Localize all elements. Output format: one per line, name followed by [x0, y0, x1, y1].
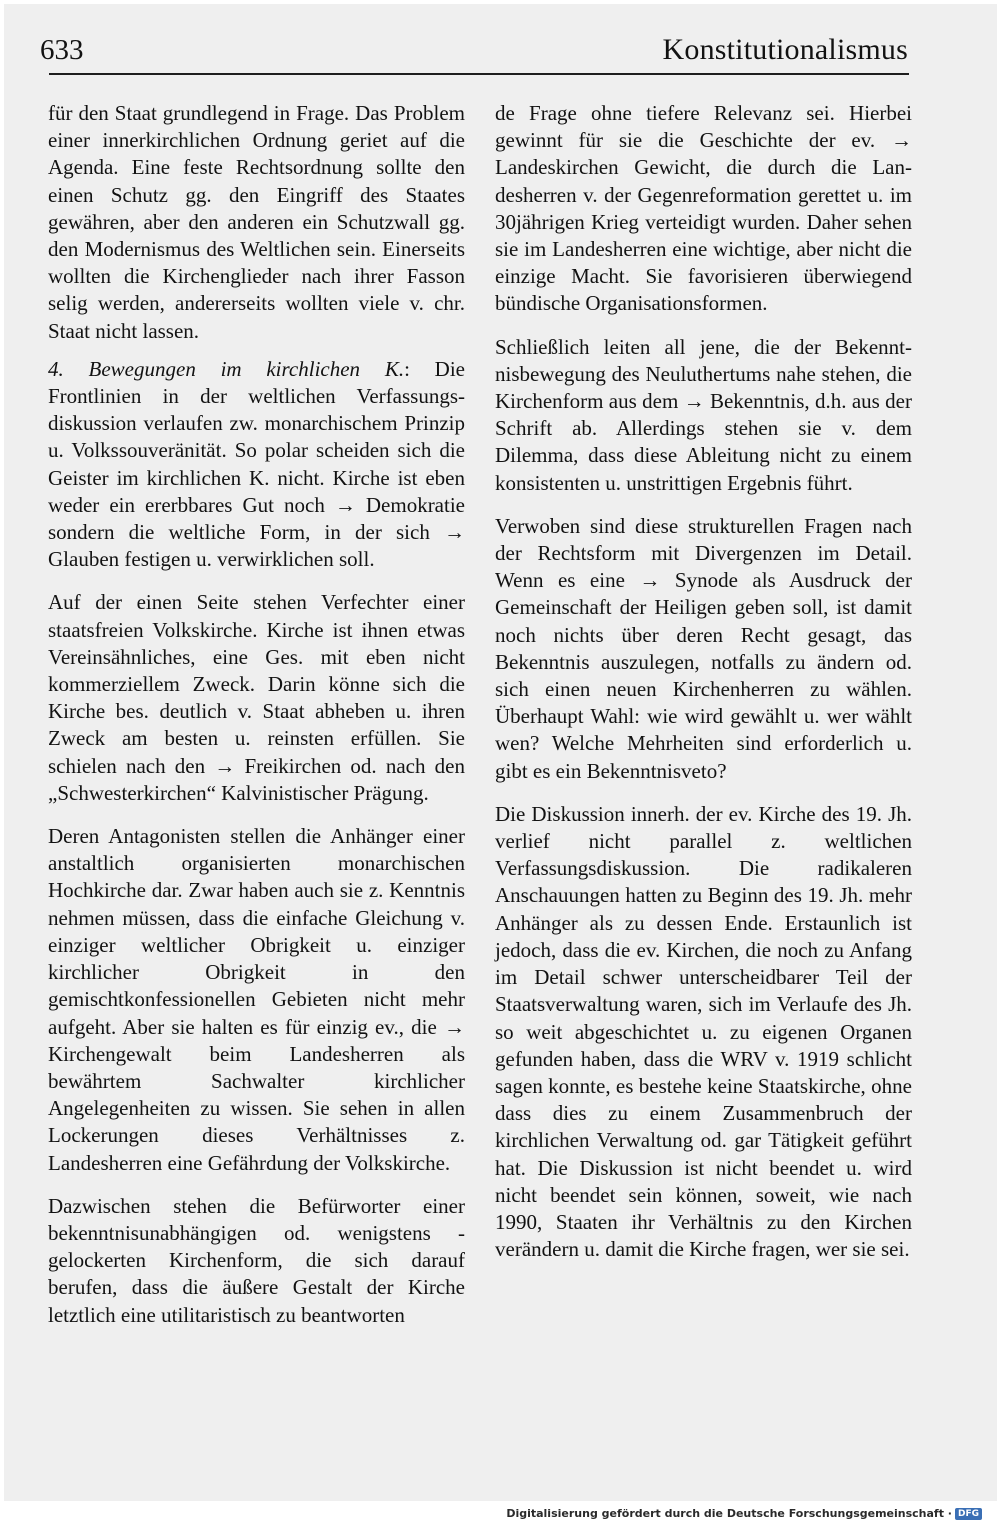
credit-text: Digitalisierung gefördert durch die Deutsche Forschungsgemeinschaft ·: [506, 1507, 952, 1520]
paragraph: für den Staat grundlegend in Frage. Das Problem einer innerkirchlichen Ordnung geriet auf die Agenda. Eine feste Rechtsordnung sollte den einen Schutz gg. den Eingriff des Staates gewähren, aber den anderen ein Schutzwall gg. den Modernismus des Weltlichen sein. Einerseits wollten die Kirchenglieder nach ihrer Fasson selig werden, andererseits wollten viele v. chr. Staat nicht lassen.: [48, 101, 465, 343]
paragraph: Dazwischen stehen die Befürworter einer bekenntnisunabhängigen od. wenigstens -gelockerten Kirchenform, die sich darauf berufen, dass die äußere Gestalt der Kirche letztlich eine utilitaristisch zu beantworten: [48, 1193, 465, 1327]
page-number: 633: [40, 34, 84, 66]
header-rule: [49, 73, 909, 75]
paragraph-section-4: [48, 356, 465, 574]
paragraph: de Frage ohne tiefere Relevanz sei. Hierbei gewinnt für sie die Geschichte der ev. → Landeskirchen Gewicht, die durch die Landesherren v. der Gegenreformation gerettet u. im 30jährigen Krieg verteidigt wurden. Daher sehen sie im Landesherren eine wichtige, aber nicht die einzige Macht. Sie favorisieren überwiegend bündische Organisationsformen.: [495, 101, 912, 316]
scanned-page: [4, 4, 997, 1501]
running-title: Konstitutionalismus: [662, 33, 908, 66]
paragraph: Auf der einen Seite stehen Verfechter einer staatsfreien Volkskirche. Kirche ist ihnen etwas Vereinsähnliches, eine Ges. mit eben nicht kommerziellem Zweck. Darin könne sich die Kirche bes. deutlich v. Staat abheben u. ihren Zweck am besten u. reinsten erfüllen. Sie schielen nach den → Freikirchen od. nach den „Schwesterkirchen“ Kalvinistischer Prägung.: [48, 590, 465, 805]
right-column: [495, 100, 912, 1274]
dfg-logo: DFG: [955, 1508, 982, 1520]
paragraph: Schließlich leiten all jene, die der Bekenntnisbewegung des Neuluthertums nahe stehen, die Kirchenform aus dem → Bekenntnis, d.h. aus der Schrift ab. Allerdings stehen sie v. dem Dilemma, dass diese Ableitung nicht zu einem konsistenten u. unstrittigen Ergebnis führt.: [495, 334, 912, 495]
left-column: [48, 100, 465, 1340]
paragraph: Verwoben sind diese strukturellen Fragen nach der Rechtsform mit Divergenzen im Detail. Wenn es eine → Synode als Ausdruck der Gemeinschaft der Heiligen geben soll, ist damit noch nichts über deren Recht gesagt, das Bekenntnis auszulegen, notfalls zu ändern od. sich einen neuen Kirchenherren zu wählen. Überhaupt Wahl: wie wird gewählt u. wer wählt wen? Welche Mehrheiten sind erforderlich u. gibt es ein Bekenntnisveto?: [495, 513, 912, 783]
page-header: [4, 4, 997, 79]
section-text: : Die Frontlinien in der weltlichen Verfassungsdiskussion verlaufen zw. monarchischem Prinzip u. Volkssouveränität. So polar scheiden sich die Geister im kirchlichen K. nicht. Kirche ist eben weder ein ererbbares Gut noch → Demokratie sondern die weltliche Form, in der sich → Glauben festigen u. verwirklichen soll.: [48, 356, 466, 572]
paragraph: Deren Antagonisten stellen die Anhänger einer anstaltlich organisierten monarchischen Hochkirche dar. Zwar haben auch sie z. Kenntnis nehmen müssen, dass die einfache Gleichung v. einziger weltlicher Obrigkeit u. einziger kirchlicher Obrigkeit in den gemischtkonfessionellen Gebieten nicht mehr aufgeht. Aber sie halten es für einzig ev., die → Kirchengewalt beim Landesherren als bewährtem Sachwalter kirchlicher Angelegenheiten zu wissen. Sie sehen in allen Lockerungen dieses Verhältnisses z. Landesherren eine Gefährdung der Volkskirche.: [48, 824, 465, 1175]
digitization-credit: [506, 1506, 982, 1522]
section-heading: 4. Bewegungen im kirchlichen K.: [48, 356, 405, 381]
paragraph: Die Diskussion innerh. der ev. Kirche des 19. Jh. verlief nicht parallel z. weltlichen Verfassungsdiskussion. Die radikaleren Anschauungen hatten zu Beginn des 19. Jh. mehr Anhänger als zu dessen Ende. Erstaunlich ist jedoch, dass die ev. Kirchen, die noch zu Anfang im Detail schwer unterscheidbarer Teil der Staatsverwaltung waren, sich im Verlaufe des Jh. so weit abgeschichtet u. zu eigenen Organen gefunden haben, dass die WRV v. 1919 schlicht sagen konnte, es bestehe keine Staatskirche, ohne dass dies zu einem Zusammenbruch der kirchlichen Verwaltung od. gar Tätigkeit geführt hat. Die Diskussion ist nicht beendet u. wird nicht beendet sein können, soweit, wie nach 1990, Staaten ihr Verhältnis zu den Kirchen verändern u. damit die Kirche fragen, wer sie sei.: [495, 801, 912, 1262]
